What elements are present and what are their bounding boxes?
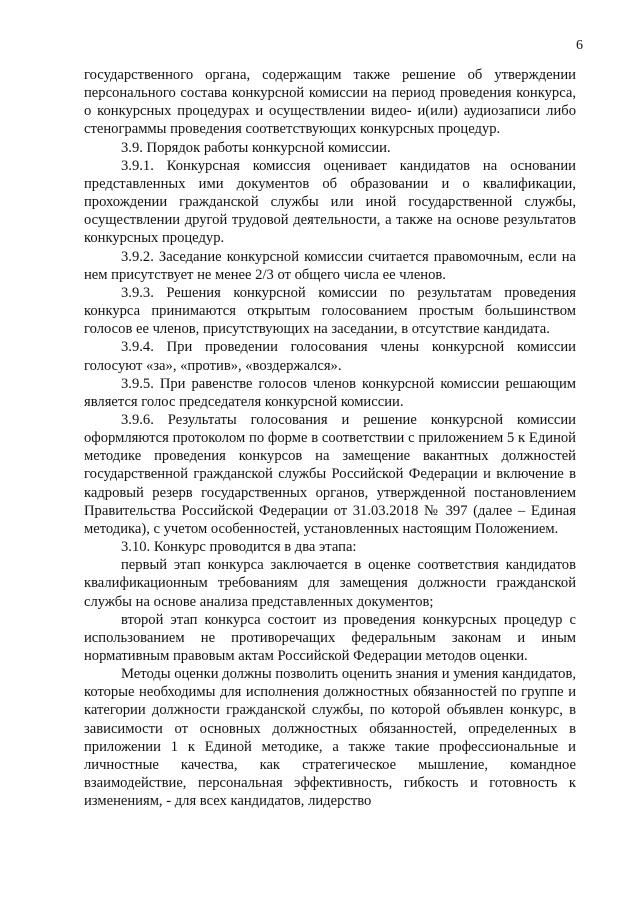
paragraph-3-9-1: 3.9.1. Конкурсная комиссия оценивает кандидатов на основании представленных ими документов об образовании и о квалификации, прохождении гражданской службы или иной государственной службы, осуществлении другой трудовой деятельности, а также на основе результатов конкурсных процедур. xyxy=(84,157,576,247)
paragraph-3-9-2: 3.9.2. Заседание конкурсной комиссии считается правомочным, если на нем присутствует не менее 2/3 от общего числа ее членов. xyxy=(84,248,576,283)
paragraph-evaluation-methods: Методы оценки должны позволить оценить знания и умения кандидатов, которые необходимы для исполнения должностных обязанностей по группе и категории должности гражданской службы, по которой объявлен конкурс, в зависимости от основных должностных обязанностей, определенных в приложении 1 к Единой методике, а также такие профессиональные и личностные качества, как стратегическое мышление, командное взаимодействие, персональная эффективность, гибкость и готовность к изменениям, - для всех кандидатов, лидерство xyxy=(84,666,576,810)
paragraph-intro-continuation: государственного органа, содержащим также решение об утверждении персонального состава конкурсной комиссии на период проведения конкурса, о конкурсных процедурах и осуществлении видео- и(или) аудиозаписи либо стенограммы проведения соответствующих конкурсных процедур. xyxy=(84,67,576,138)
paragraph-3-9-5: 3.9.5. При равенстве голосов членов конкурсной комиссии решающим является голос председателя конкурсной комиссии. xyxy=(84,375,576,410)
paragraph-3-9-3: 3.9.3. Решения конкурсной комиссии по результатам проведения конкурса принимаются открытым голосованием простым большинством голосов ее членов, присутствующих на заседании, в отсутствие кандидата. xyxy=(84,284,576,338)
paragraph-3-9-4: 3.9.4. При проведении голосования члены конкурсной комиссии голосуют «за», «против», «воздержался». xyxy=(84,339,576,374)
paragraph-second-stage: второй этап конкурса состоит из проведения конкурсных процедур с использованием не противоречащих федеральным законам и иным нормативным правовым актам Российской Федерации методов оценки. xyxy=(84,611,576,664)
page-number: 6 xyxy=(576,38,583,53)
paragraph-3-10: 3.10. Конкурс проводится в два этапа: xyxy=(121,539,357,556)
paragraph-3-9-6: 3.9.6. Результаты голосования и решение конкурсной комиссии оформляются протоколом по форме в соответствии с приложением 5 к Единой методике проведения конкурсов на замещение вакантных должностей государственной гражданской службы Российской Федерации и включение в кадровый резерв государственных органов, утвержденной постановлением Правительства Российской Федерации от 31.03.2018 № 397 (далее – Единая методика), с учетом особенностей, установленных настоящим Положением. xyxy=(84,411,576,537)
document-body xyxy=(84,66,576,810)
paragraph-first-stage: первый этап конкурса заключается в оценке соответствия кандидатов квалификационным требованиям для замещения должности гражданской службы на основе анализа представленных документов; xyxy=(84,557,576,610)
paragraph-3-9: 3.9. Порядок работы конкурсной комиссии. xyxy=(121,139,391,156)
